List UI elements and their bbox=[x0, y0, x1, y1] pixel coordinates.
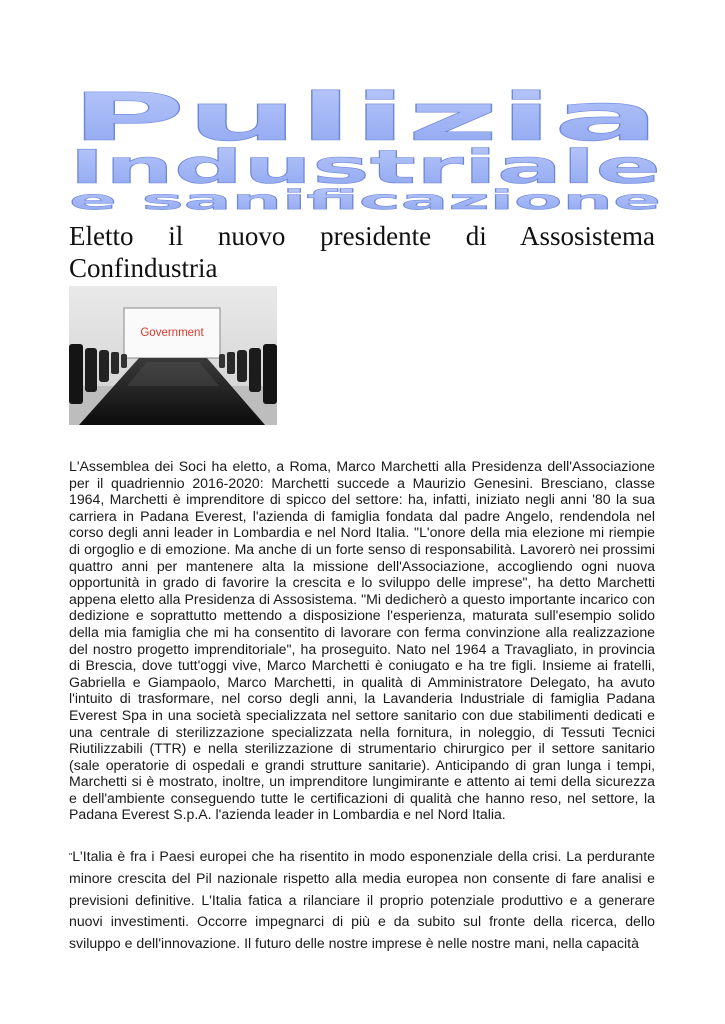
article-photo bbox=[69, 286, 277, 425]
masthead-line3: e sanificazione bbox=[69, 185, 661, 212]
article-paragraph-2 bbox=[69, 846, 655, 954]
article-title: Eletto il nuovo presidente di Assosistema Confindustria bbox=[69, 221, 655, 283]
article-paragraph-1: L'Assemblea dei Soci ha eletto, a Roma, Marco Marchetti alla Presidenza dell'Associazione per il quadriennio 2016-2020: Marchetti succede a Maurizio Genesini. Bresciano, classe 1964, Marchetti è imprenditore di spicco del settore: ha, infatti, iniziato negli anni '80 la sua carriera in Padana Everest, l'azienda di famiglia fondata dal padre Angelo, rendendola nel corso degli anni leader in Lombardia e nel Nord Italia. "L'onore della mia elezione mi riempie di orgoglio e di emozione. Ma anche di un forte senso di responsabilità. Lavorerò nei prossimi quattro anni per mantenere alta la missione dell'Associazione, accogliendo ogni nuova opportunità in grado di favorire la crescita e lo sviluppo delle imprese", ha detto Marchetti appena eletto alla Presidenza di Assosistema. "Mi dedicherò a questo importante incarico con dedizione e soprattutto mettendo a disposizione l'esperienza, maturata sull'esempio solido della mia famiglia che mi ha consentito di lavorare con ferma convinzione alla realizzazione del nostro progetto imprenditoriale", ha proseguito. Nato nel 1964 a Travagliato, in provincia di Brescia, dove tutt'oggi vive, Marco Marchetti è coniugato e ha tre figli. Insieme ai fratelli, Gabriella e Giampaolo, Marco Marchetti, in qualità di Amministratore Delegato, ha avuto l'intuito di trasformare, nel corso degli anni, la Lavanderia Industriale di famiglia Padana Everest Spa in una società specializzata nel settore sanitario con due stabilimenti dedicati e una centrale di sterilizzazione specializzata nella fornitura, in noleggio, di Tessuti Tecnici Riutilizzabili (TTR) e nella sterilizzazione di strumentario chirurgico per il settore sanitario (sale operatorie di ospedali e grandi strutture sanitarie). Anticipando di gran lunga i tempi, Marchetti si è mostrato, inoltre, un imprenditore lungimirante e attento ai temi della sicurezza e dell'ambiente conseguendo tutte le certificazioni di qualità che hanno reso, nel settore, la Padana Everest S.p.A. l'azienda leader in Lombardia e nel Nord Italia. bbox=[69, 458, 655, 823]
quote-mark: " bbox=[69, 851, 73, 862]
masthead-line1: Pulizia bbox=[70, 86, 660, 156]
masthead-wordart bbox=[68, 86, 662, 212]
masthead-logo bbox=[68, 86, 662, 212]
board-sign: Government bbox=[140, 327, 204, 339]
masthead-line2: Industriale bbox=[69, 140, 661, 194]
boardroom-image bbox=[69, 286, 277, 425]
article-paragraph-2-text: L'Italia è fra i Paesi europei che ha risentito in modo esponenziale della crisi. La perdurante minore crescita del Pil nazionale rispetto alla media europea non consente di fare analisi e previsioni definitive. L'Italia fatica a rilanciare il proprio potenziale produttivo e a generare nuovi investimenti. Occorre impegnarci di più e da subito sul fronte della ricerca, dello sviluppo e dell'innovazione. Il futuro delle nostre imprese è nelle nostre mani, nella capacità bbox=[69, 848, 655, 951]
